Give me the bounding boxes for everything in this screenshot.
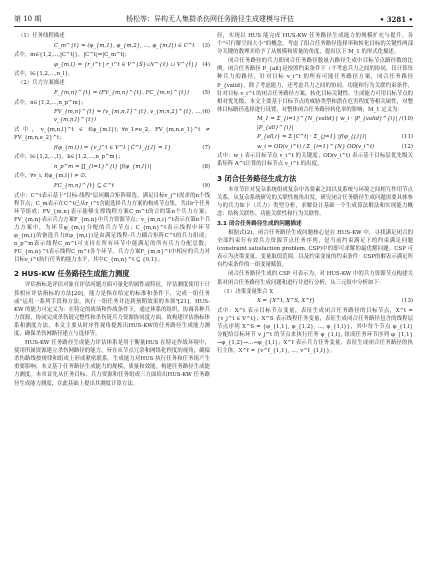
section-2-heading: 2 HUS-KW 任务路径生成能力测度 (14, 269, 130, 279)
paragraph: 式中，l∈{1,2,…,n_l}。 (14, 71, 74, 78)
paragraph: 本章节针对复杂系统组成复杂中各要素之间以及系统与环境之间相互作用节点关系，从复杂系统研究的关联性视角出发，研究闭合任务路径生成问题需要具体参与的兵力如下（兵力）类型分析，求解设计基础一个生成算法解法和实现能力概念：结构关联性、功能关联性和行为关联性。 (217, 186, 413, 217)
paragraph: 根据式(2)，闭合任务路径生成问题核心是在 HUS-KW 中，寻找满足闭合的全部约束行有效兵力资源节点任务序列，是当前约束满足下的约束满足问题(constraint satisfaction problem, CSP)中的即可求解的最优解问题。CSP 可表示为决策变量、变量取值范围，以及约束变量的约束条件：CSP的解表示满足所有约束条件的一组变量赋值。 (217, 229, 413, 269)
left-column (14, 32, 210, 389)
paragraph: 式中：w_i 表示目标节点 v_i^t 的关键度；OD(v_i^t) 表示基于目标层优先级关系矩阵 A^t计算的目标节点 v_i^t 的出度。 (217, 153, 413, 168)
running-header (14, 14, 413, 27)
equation-7: f(φ_{m,l}) = {v_j^t ∈ V^t | Ĉ^t_{j,l} = 1} (7) (54, 144, 210, 151)
force-plan-heading: （2）兵力方案描述 (18, 80, 65, 87)
paragraph: 闭合任务路径的兵力即闭合任务路径数量占路径生成中目标节点路径数的比例。闭合任务路径 P_{all}是按照约束条件下（不考虑兵力之间的协同，仅计算每种兵力的路径，针对目标 v_i^t 的所有可能任务路径方案，闭合任务路径 P_{valid}，除了考虑能力，还考虑兵力之间的协同、功能和行为关联约束条件，针对目标 v_i^t 的闭合任务路径方案，转化目标关键性。生成能力可用目标节点的相对优先级、本文主要基于目标节点的威胁类型和潜在危害程度等相关属性，对整体目标路径选择进行设置，对整体闭合任务路径转化率的影响，M_1 定义为： (217, 58, 413, 113)
right-column (217, 32, 413, 356)
issue-number: 第 10 期 (14, 15, 42, 23)
paragraph: 式中，m∈{1,2,…,|C^t|}，|C^t|=|C_m^t|； (14, 52, 130, 59)
paragraph: 式中：C^t表示基于"目标-线程"层问耦合矩阵筛选，满足目标v_j^t需求的n个线程节点；C_m表示在C^t已从r_i^t含能选择兵力方案的构成节点集，共由r个任务环节组成；FV_{m,n}表示能够支撑线程方案C_m^t的合的第n个兵力方案；FV_{m,n}表示兵力方案F_{m,n}中兵力资源节点；v_{m,n,i}^t表示在第n个兵力方案中，为环节φ_{m,i}分配的兵力节点；C_{m,n}^t表示线程中环节φ_{m,i}的备选兵力f(φ_{m,i})是由满足线程-兵力耦合矩阵C^t的兵力组成；n_p^m表示线程C_m^t可支持在所有环节中能满足的所有兵力分配总数；FC_{m,n}^t表示线程C_m^t各个环节，兵力方案F_{m,n}^t中相应的兵力对目标v_i^t执行任务的能力水平，其中C_{m,n}^t ⊆ {0,1}。 (14, 192, 210, 264)
paragraph: 式中，∀v_i, f(φ_{m,l}) ≠ ∅， (14, 173, 91, 180)
section-3-heading: 3 闭合任务路径生成方法 (217, 173, 297, 183)
header-title: 杨松等：异构无人集群杀伤网任务路径生成建模与评估 (126, 15, 294, 23)
equation-3: C_m^{t} = (φ_{m,1}, φ_{m,2}, …, φ_{m,l}) ∈ C^t (3) (54, 42, 210, 49)
equation-12: w_i = OD(v_i^t) / Σ_{i=1}^{N} OD(v_i^t) (12) (257, 143, 413, 150)
paragraph: 闭合任务路径生成的 CSP 可表示为，对 HUS-KW 中的兵力资源节点构建关系对闭合任务路径生成问题和进行并进行分析，从三元组中分析如下： (217, 271, 413, 286)
equation-10: M_1 = Σ_{i=1}^{N_{valid}} w_i · |P_{valid}^{i}| / |P_{all}^{i}| (10) (257, 116, 413, 131)
equation-13: X = {X^t, X^S, X^f} (13) (257, 298, 413, 305)
equation-11: P_{all,i} = Σ |C^t| · Σ_{j=1} |f(φ_{j,l})| (11) (257, 134, 413, 141)
subsection-3-1-heading: 3.1 闭合任务路径生成的问题描述 (217, 220, 302, 227)
paragraph: 径，实现以 HUS 能完成 HUS-KW 任务路径生成能力的规模扩充与提升。各个"可行解空间大小"的概念，考虑了组合任务路径选择率和转化目标的关键性两部分关键的数理并给予了从规模和质量的角度，提出以下 M_1 的形式化描述。 (217, 33, 413, 56)
equation-9: FC_{m,n}^{t} ⊆ C^t (9) (54, 183, 210, 189)
paragraph: HUS-KW 任务路径生成能力评估体系是用于衡量HUS 在特定作战环境中，使用所属资源建立杀伤网路径的能力，旨在从节点冗余和网络化程度的视角，确保杀伤路线按规律和组成上形成紧密联系。生成能力对HUS 执行任务和任务组产生重要影响。本文基于任务路径生成能力的规模、质量和效能，构建任务路径生成能力测度。本章首先从任务目标、兵力资源和任务组成三方面给出HUS-KW 任务路径生成能力测度，在此基础上提出其测度计算方法。 (14, 340, 210, 387)
page-number: • 3281 • (379, 15, 413, 24)
paragraph: 评估指标是评估对象在评估问题方面可量化的属性或特征，评估测度使用于计算相应评估指标的方法[20]。能力是指在给定的标准和条件下，完成一组任务或"运用一系列手段和方法，执行一组任务并达到预期效果的本领"[21]。HUS-KW 的能力可定义为：在特定的战场和作战条件下，通过体系的组织、协调各种兵力资源，协同完成杀伤链完整性和杀伤链兵力资源协同度方面，故构建评估指标体系和测度方法，本文主要从时序性视角提炼出HUS-KW的任务路径生成能力测度，确保杀伤网路径建立与选择等。 (14, 282, 210, 337)
task-thread-heading: （1）任务线程描述 (18, 33, 65, 39)
paragraph: 式中，v_{m,n,l}^t ∈ f(φ_{m,l})；∀e_1≠e_2, FV_{m,n,e_1}^t ≠ FV_{m,n,e_2}^t； (14, 126, 210, 142)
equation-8: n_p^m = ∏_{l=1}^{l} |f(φ_{m,l})| (8) (54, 163, 210, 170)
paragraph: 式中：X^t 表示目标节点变量，表征生成闭合任务路径的目标节点，X^t = {v_j^t ∈ V^t}；X^S 表示线程任务变量，表征生成闭合任务路径包含的线程层节点序列 X^S = {φ_{1,1}, φ_{1,2}, …, φ_{1,l}}，其中每个节点 φ_{1,l} 分配给目标环节 v_j^t 的节点来执行任务 φ_{1,l}, 组成任务环节序列 φ_{1,1}→φ_{1,2}→…→φ_{1,l}；X^f 表示兵力任务变量，表征生成闭合任务路径的执行主体，X^f = {v^f_{1,1}, …, v^f_{1,l}}。 (217, 307, 413, 355)
equation-4: φ_{m,l} = {r_i^t | r_i^t ∈ V^{S̃}∪V^{ε̃} ∪ V^{t̃}} (4) (54, 61, 210, 68)
decision-variable-heading: （1）决策变量集合 X (221, 288, 274, 295)
equation-5: F_{m,n}^{t} = (FV_{m,n}^{t}, FC_{m,n}^{t}) (5) (54, 90, 210, 97)
paragraph: 式中，n∈{1,2,…,n_p^m}； (14, 99, 87, 106)
paragraph: 式中，l∈{1,2,…,l}，k∈{1,2,…,n_p^m}； (14, 154, 124, 161)
equation-6: FV_{m,n}^{t} = (v_{m,n,1}^{t}, v_{m,n,2}^{t}, …, v_{m,n,l}^{t}) (6) (54, 109, 210, 124)
